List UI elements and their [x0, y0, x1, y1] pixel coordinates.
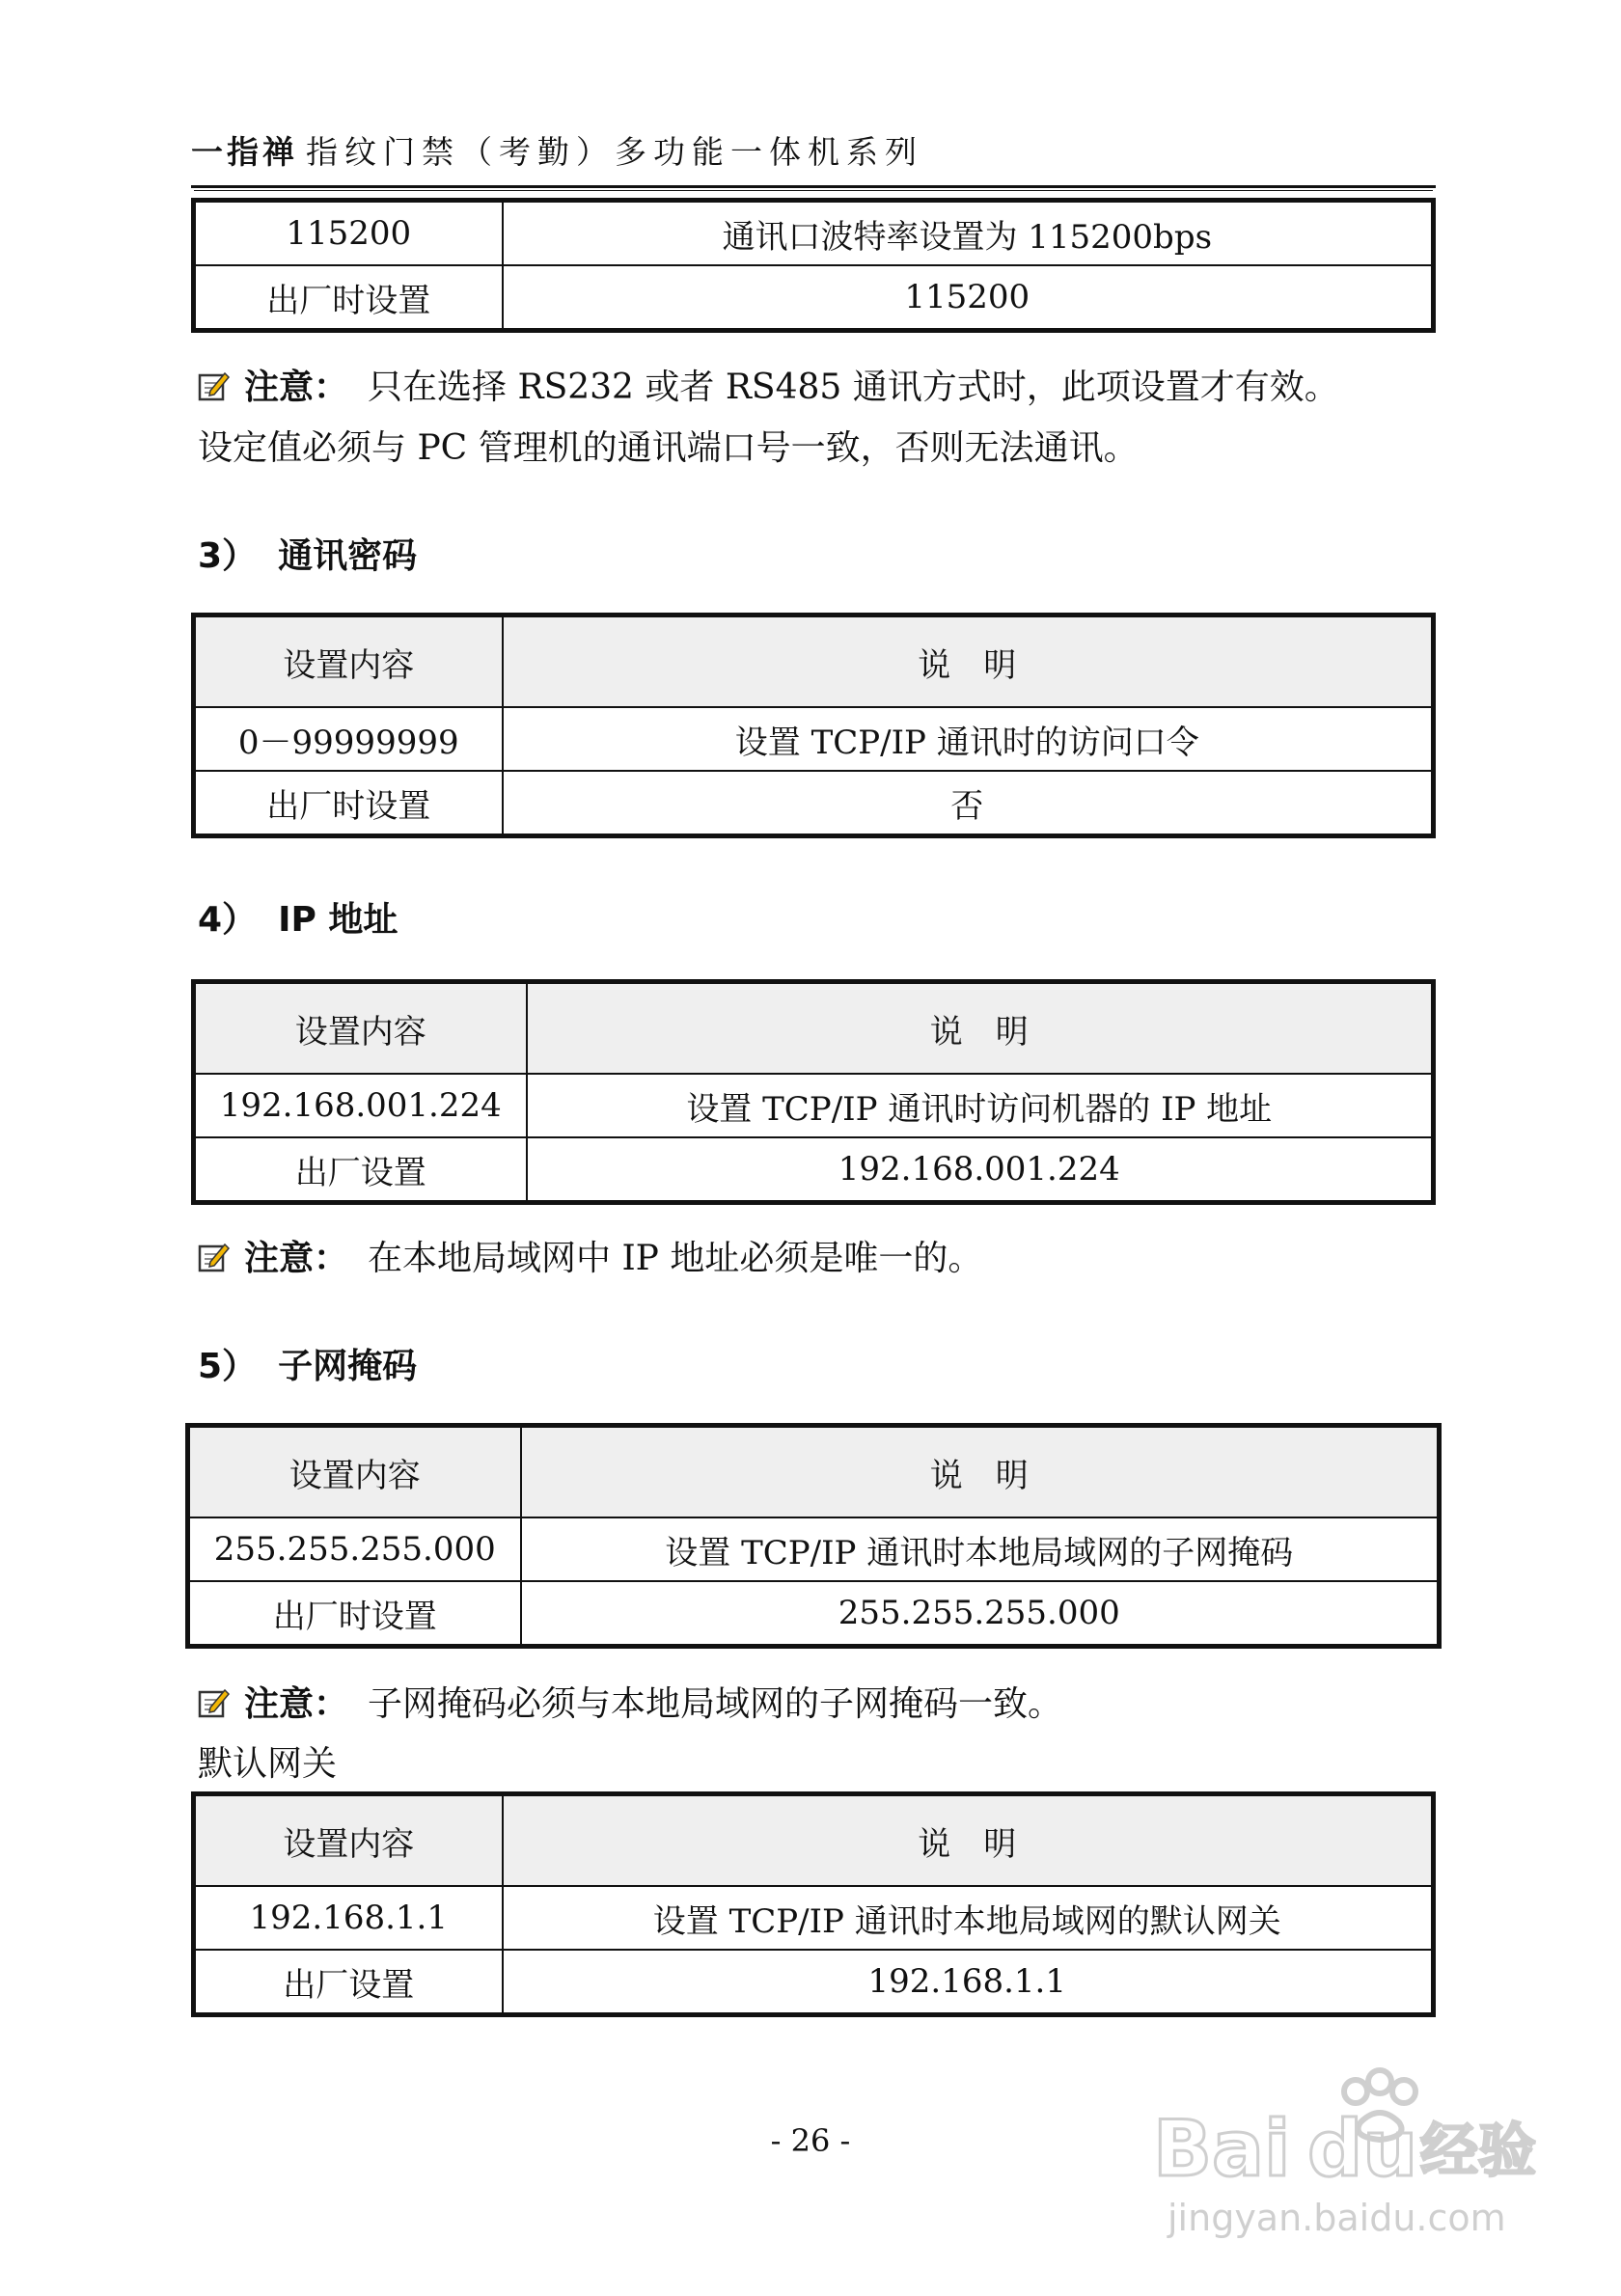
note-subnet [198, 1676, 1062, 1734]
note-label: 注意： [244, 368, 349, 407]
svg-text:Bai: Bai [1153, 2104, 1291, 2194]
table-cell: 115200 [194, 201, 503, 266]
table-cell: 设置 TCP/IP 通讯时本地局域网的默认网关 [503, 1886, 1434, 1950]
table-row [194, 1074, 1434, 1137]
table-cell: 设置 TCP/IP 通讯时的访问口令 [503, 707, 1434, 771]
note-ip [198, 1230, 982, 1288]
table-row [194, 707, 1434, 771]
table-cell: 0－99999999 [194, 707, 503, 771]
svg-text:jingyan.baidu.com: jingyan.baidu.com [1168, 2197, 1506, 2239]
table-header-cell: 说 明 [503, 615, 1434, 708]
page-number: - 26 - [770, 2122, 851, 2159]
note-label: 注意： [244, 1684, 349, 1724]
table-header-row [194, 1794, 1434, 1887]
table-cell: 设置 TCP/IP 通讯时本地局域网的子网掩码 [521, 1517, 1440, 1581]
table-cell: 否 [503, 771, 1434, 836]
note-text: 子网掩码必须与本地局域网的子网掩码一致。 [368, 1684, 1063, 1724]
header-brand: 一指禅 [191, 133, 298, 171]
password-table [191, 613, 1436, 838]
table-row [188, 1581, 1440, 1647]
section-number: 4） [198, 900, 258, 940]
table-row [194, 771, 1434, 836]
page-header [191, 127, 1436, 188]
gateway-table [191, 1791, 1436, 2017]
note-text: 在本地局域网中 IP 地址必须是唯一的。 [368, 1239, 983, 1278]
table-cell: 出厂设置 [194, 1137, 527, 1203]
note-edit-icon [198, 1686, 231, 1719]
svg-text:经验: 经验 [1420, 2118, 1536, 2185]
table-header-cell: 说 明 [521, 1426, 1440, 1518]
note-edit-icon [198, 1241, 231, 1273]
table-row [194, 201, 1434, 266]
section-title: 通讯密码 [278, 536, 418, 576]
section-heading-ip [198, 892, 398, 942]
table-row [194, 265, 1434, 331]
note-edit-icon [198, 369, 231, 402]
section-title: IP 地址 [278, 900, 398, 940]
table-cell: 出厂设置 [194, 1950, 503, 2015]
table-cell: 出厂时设置 [194, 771, 503, 836]
table-header-row [194, 982, 1434, 1075]
table-cell: 设置 TCP/IP 通讯时访问机器的 IP 地址 [527, 1074, 1434, 1137]
table-row [194, 1886, 1434, 1950]
table-header-cell: 设置内容 [188, 1426, 521, 1518]
section-heading-password [198, 529, 417, 578]
section-number: 3） [198, 536, 258, 576]
table-row [194, 1137, 1434, 1203]
table-cell: 192.168.1.1 [503, 1950, 1434, 2015]
section-number: 5） [198, 1347, 258, 1386]
ip-table [191, 979, 1436, 1205]
table-row [188, 1517, 1440, 1581]
table-cell: 115200 [503, 265, 1434, 331]
table-header-cell: 说 明 [503, 1794, 1434, 1887]
table-cell: 192.168.001.224 [194, 1074, 527, 1137]
note-baud-continued: 设定值必须与 PC 管理机的通讯端口号一致，否则无法通讯。 [198, 428, 1139, 468]
table-cell: 通讯口波特率设置为 115200bps [503, 201, 1434, 266]
table-header-cell: 设置内容 [194, 982, 527, 1075]
subnet-table [185, 1423, 1442, 1649]
table-cell: 出厂时设置 [194, 265, 503, 331]
table-cell: 192.168.1.1 [194, 1886, 503, 1950]
section-title: 子网掩码 [278, 1347, 418, 1386]
table-row [194, 1950, 1434, 2015]
table-header-cell: 设置内容 [194, 1794, 503, 1887]
note-label: 注意： [244, 1239, 349, 1278]
table-header-cell: 设置内容 [194, 615, 503, 708]
note-text: 只在选择 RS232 或者 RS485 通讯方式时，此项设置才有效。 [368, 368, 1339, 407]
table-cell: 255.255.255.000 [188, 1517, 521, 1581]
svg-text:du: du [1307, 2104, 1418, 2194]
table-header-cell: 说 明 [527, 982, 1434, 1075]
baud-table [191, 198, 1436, 333]
baidu-jingyan-watermark [1148, 2055, 1553, 2248]
table-cell: 255.255.255.000 [521, 1581, 1440, 1647]
section-heading-subnet [198, 1339, 417, 1388]
note-baud [198, 359, 1339, 417]
header-title: 指纹门禁（考勤）多功能一体机系列 [306, 133, 923, 171]
gateway-heading: 默认网关 [198, 1744, 338, 1784]
table-cell: 出厂时设置 [188, 1581, 521, 1647]
table-cell: 192.168.001.224 [527, 1137, 1434, 1203]
table-header-row [194, 615, 1434, 708]
table-header-row [188, 1426, 1440, 1518]
